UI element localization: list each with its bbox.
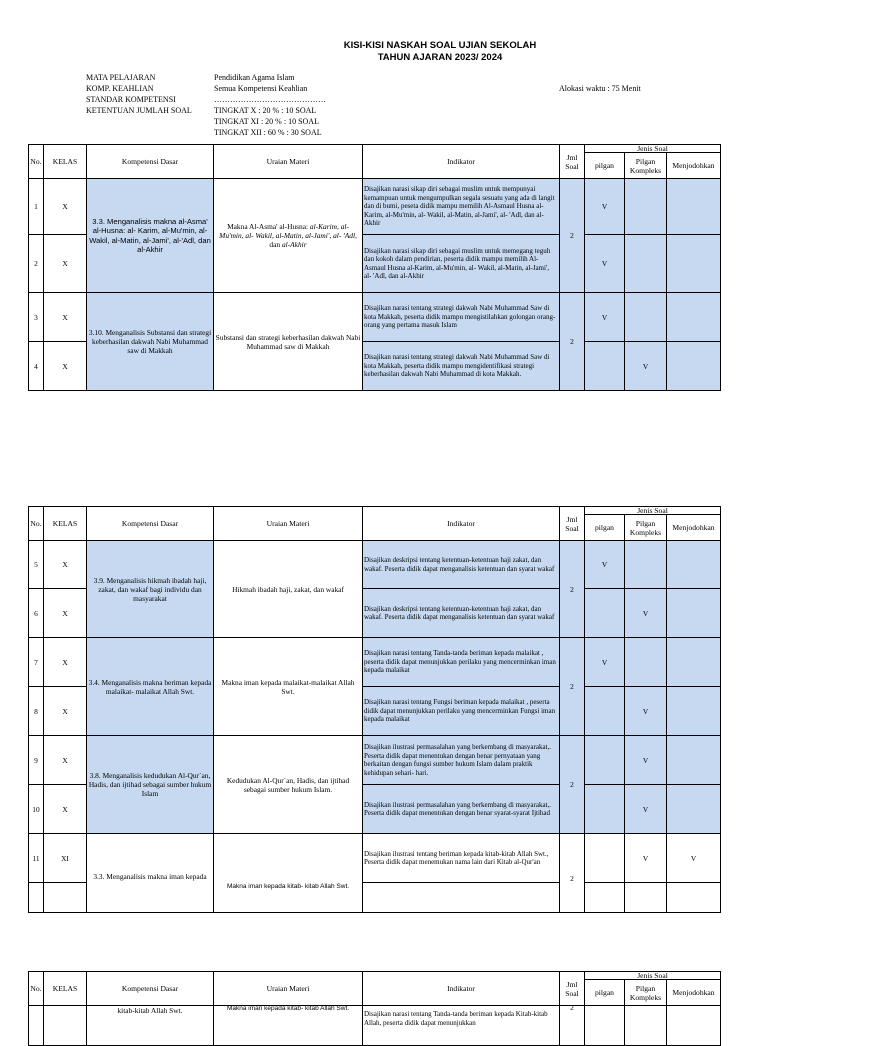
header-uraian-materi: Uraian Materi: [214, 145, 363, 179]
menjodohkan-cell: [667, 638, 721, 687]
menjodohkan-cell: [667, 785, 721, 834]
pilgan-kompleks-cell: [625, 638, 667, 687]
header-pilgan-kompleks: Pilgan Kompleks: [625, 153, 667, 179]
jml-soal-cell: 2: [560, 293, 585, 391]
meta-value: Pendidikan Agama Islam: [214, 73, 295, 82]
kisi-table-1: [28, 144, 721, 391]
header-pilgan-kompleks: Pilgan Kompleks: [625, 980, 667, 1006]
row-no: 1: [29, 179, 44, 235]
row-kelas: X: [44, 541, 87, 589]
row-no: 10: [29, 785, 44, 834]
header-jenis-soal: Jenis Soal: [585, 507, 721, 515]
meta-value: Semua Kompetensi Keahlian: [214, 84, 308, 93]
pilgan-cell: [585, 589, 625, 638]
row-kelas: X: [44, 638, 87, 687]
pilgan-kompleks-cell: V: [625, 834, 667, 883]
indikator-cell: Disajikan ilustrasi permasalahan yang berkembang di masyarakat,. Peserta didik dapat menentukan dengan benar syarat-syarat Ijtihad: [363, 785, 560, 834]
pilgan-cell: [585, 785, 625, 834]
meta-values: [214, 72, 326, 138]
row-kelas: X: [44, 785, 87, 834]
indikator-cell: Disajikan ilustrasi permasalahan yang berkembang di masyarakat,. Peserta didik dapat menentukan dengan benar pernyataan yang berkaitan dengan fungsi sumber hukum Islam dalam praktik kehidupan sehari- hari.: [363, 736, 560, 785]
row-kelas: X: [44, 293, 87, 342]
row-no: 6: [29, 589, 44, 638]
pilgan-kompleks-cell: V: [625, 736, 667, 785]
menjodohkan-cell: [667, 235, 721, 293]
materi-italic: al-Karim, al-Mu'min, al- Wakil, al-Matin, al-Jami', al- 'Adl,: [219, 222, 357, 240]
menjodohkan-cell: [667, 179, 721, 235]
header-no: No.: [29, 507, 44, 541]
kisi-table-2: [28, 506, 721, 913]
uraian-materi-cell: Substansi dan strategi keberhasilan dakwah Nabi Muhammad saw di Makkah: [214, 293, 363, 391]
jml-soal-cell: 2: [560, 834, 585, 913]
header-menjodohkan: Menjodohkan: [667, 980, 721, 1006]
header-menjodohkan: Menjodohkan: [667, 153, 721, 179]
jml-soal-cell: 2: [560, 638, 585, 736]
row-no: 5: [29, 541, 44, 589]
pilgan-cell: [585, 834, 625, 883]
row-kelas: X: [44, 687, 87, 736]
page-section-2: [0, 506, 768, 890]
jml-soal-cell: 2: [560, 179, 585, 293]
uraian-materi-cell: Makna iman kepada kitab- kitab Allah Swt.: [214, 1006, 363, 1046]
header-jml-soal: Jml Soal: [560, 145, 585, 179]
pilgan-kompleks-cell: [625, 293, 667, 342]
header-kelas: KELAS: [44, 507, 87, 541]
row-no: 7: [29, 638, 44, 687]
meta-value: TINGKAT XII : 60 % : 30 SOAL: [214, 128, 322, 137]
menjodohkan-cell: [667, 342, 721, 391]
pilgan-cell: V: [585, 179, 625, 235]
row-no: 4: [29, 342, 44, 391]
menjodohkan-cell: [667, 293, 721, 342]
meta-label: KETENTUAN JUMLAH SOAL: [86, 106, 192, 115]
indikator-cell: Disajikan deskripsi tentang ketentuan-ketentuan haji zakat, dan wakaf. Peserta didik dapat menganalisis ketentuan dan syarat wakaf: [363, 589, 560, 638]
header-pilgan-kompleks: Pilgan Kompleks: [625, 515, 667, 541]
jml-soal-cell: 2: [560, 1006, 585, 1046]
pilgan-kompleks-cell: [625, 235, 667, 293]
materi-text: dan: [269, 240, 282, 249]
kompetensi-dasar-cell: 3.8. Menganalisis kedudukan Al-Qur`an, Hadis, dan ijtihad sebagai sumber hukum Islam: [87, 736, 214, 834]
row-kelas: X: [44, 589, 87, 638]
meta-value: ……………………………………: [214, 95, 326, 104]
meta-value: TINGKAT X : 20 % : 10 SOAL: [214, 106, 317, 115]
indikator-cell: Disajikan narasi sikap diri sebagai muslim untuk mempunyai kemampuan untuk mengumpulkan segala sesuatu yang ada di langit dan di bumi, peseta didik mampu memilih Al-Asmaul Husna al-Karim, al-Mu'min, al- Wakil, al-Matin, al-Jami', al- 'Adl, dan al-Akhir: [363, 179, 560, 235]
indikator-cell: Disajikan narasi tentang strategi dakwah Nabi Muhammad Saw di kota Makkah, peserta didik mampu mengistilahkan golongan orang-orang yang pertama masuk Islam: [363, 293, 560, 342]
pilgan-cell: V: [585, 541, 625, 589]
uraian-materi-cell: Makna iman kepada malaikat-malaikat Allah Swt.: [214, 638, 363, 736]
indikator-cell: Disajikan narasi tentang Tanda-tanda beriman kepada Kitab-kitab Allah, peserta didik dapat menunjukkan: [363, 1006, 560, 1046]
jml-soal-cell: 2: [560, 736, 585, 834]
meta-label: MATA PELAJARAN: [86, 73, 156, 82]
row-kelas: XI: [44, 834, 87, 883]
header-jenis-soal: Jenis Soal: [585, 972, 721, 980]
indikator-cell: Disajikan deskripsi tentang ketentuan-ketentuan haji zakat, dan wakaf. Peserta didik dapat menganalisis ketentuan dan syarat wakaf: [363, 541, 560, 589]
table-row: [29, 1006, 721, 1046]
jml-soal-cell: 2: [560, 541, 585, 638]
indikator-cell: Disajikan narasi tentang Fungsi beriman kepada malaikat , peserta didik dapat menunjukkan perilaku yang mencerminkan Fungsi iman kepada malaikat: [363, 687, 560, 736]
row-kelas: X: [44, 235, 87, 293]
menjodohkan-cell: [667, 541, 721, 589]
indikator-cell: Disajikan narasi tentang strategi dakwah Nabi Muhammad Saw di kota Makkah, peserta didik mampu mengidentifikasi strategi keberhasilan dakwah Nabi Muhammad di kota Makkah.: [363, 342, 560, 391]
table-row: [29, 736, 721, 785]
menjodohkan-cell: [667, 687, 721, 736]
uraian-materi-cell: [214, 179, 363, 293]
header-uraian-materi: Uraian Materi: [214, 972, 363, 1006]
table-row: [29, 179, 721, 235]
uraian-materi-cell: Kedudukan Al-Qur`an, Hadis, dan ijtihad sebagai sumber hukum Islam.: [214, 736, 363, 834]
header-pilgan: pilgan: [585, 153, 625, 179]
row-kelas: X: [44, 342, 87, 391]
kisi-table-3: [28, 971, 721, 1046]
header-jml-soal: Jml Soal: [560, 507, 585, 541]
header-kompetensi-dasar: Kompetensi Dasar: [87, 145, 214, 179]
meta-value: TINGKAT XI : 20 % : 10 SOAL: [214, 117, 319, 126]
kompetensi-dasar-cell: 3.10. Menganalisis Substansi dan strategi keberhasilan dakwah Nabi Muhammad saw di Makkah: [87, 293, 214, 391]
kompetensi-dasar-cell: 3.3. Menganalisis makna iman kepada: [87, 834, 214, 913]
header-kelas: KELAS: [44, 972, 87, 1006]
row-kelas: X: [44, 179, 87, 235]
pilgan-cell: [585, 687, 625, 736]
menjodohkan-cell: V: [667, 834, 721, 883]
header-no: No.: [29, 972, 44, 1006]
kompetensi-dasar-cell: 3.3. Menganalisis makna al-Asma' al-Husna: al- Karim, al-Mu'min, al-Wakil, al-Matin, al-Jami', al-'Adl, dan al-Akhir: [87, 179, 214, 293]
header-pilgan: pilgan: [585, 980, 625, 1006]
pilgan-kompleks-cell: V: [625, 785, 667, 834]
document-subtitle: TAHUN AJARAN 2023/ 2024: [377, 52, 503, 63]
header-indikator: Indikator: [363, 972, 560, 1006]
pilgan-kompleks-cell: [625, 541, 667, 589]
table-row: [29, 638, 721, 687]
row-no: 3: [29, 293, 44, 342]
pilgan-kompleks-cell: [625, 179, 667, 235]
materi-text: Makna Al-Asma' al-Husna:: [227, 222, 310, 231]
menjodohkan-cell: [667, 589, 721, 638]
indikator-cell: Disajikan narasi sikap diri sebagai muslim untuk memegang teguh dan kokoh dalam pendirian, peserta didik mampu memilih Al-Asmaul Husna al-Karim, al-Mu'min, al- Wakil, al-Matin, al-Jami', al- 'Adl, dan al-Akhir: [363, 235, 560, 293]
kompetensi-dasar-cell: kitab-kitab Allah Swt.: [87, 1006, 214, 1046]
header-kelas: KELAS: [44, 145, 87, 179]
row-kelas: X: [44, 736, 87, 785]
header-kompetensi-dasar: Kompetensi Dasar: [87, 972, 214, 1006]
pilgan-cell: [585, 736, 625, 785]
pilgan-kompleks-cell: V: [625, 589, 667, 638]
header-pilgan: pilgan: [585, 515, 625, 541]
meta-label: KOMP. KEAHLIAN: [86, 84, 154, 93]
header-jml-soal: Jml Soal: [560, 972, 585, 1006]
header-no: No.: [29, 145, 44, 179]
alokasi-waktu: Alokasi waktu : 75 Menit: [559, 84, 641, 93]
uraian-materi-cell: Hikmah ibadah haji, zakat, dan wakaf: [214, 541, 363, 638]
row-no: 11: [29, 834, 44, 883]
page-section-3: [0, 971, 768, 1027]
header-jenis-soal: Jenis Soal: [585, 145, 721, 153]
pilgan-cell: [585, 342, 625, 391]
table-row: [29, 293, 721, 342]
kompetensi-dasar-cell: 3.9. Menganalisis hikmah ibadah haji, zakat, dan wakaf bagi individu dan masyarakat: [87, 541, 214, 638]
row-no: 2: [29, 235, 44, 293]
kompetensi-dasar-cell: 3.4. Menganalisis makna beriman kepada malaikat- malaikat Allah Swt.: [87, 638, 214, 736]
document-title: KISI-KISI NASKAH SOAL UJIAN SEKOLAH: [343, 40, 537, 51]
meta-label: STANDAR KOMPETENSI: [86, 95, 176, 104]
indikator-cell: Disajikan narasi tentang Tanda-tanda beriman kepada malaikat , peserta didik dapat menunjukkan perilaku yang mencerminkan iman kepada malaikat: [363, 638, 560, 687]
header-indikator: Indikator: [363, 145, 560, 179]
uraian-materi-cell: Makna iman kepada kitab- kitab Allah Swt.: [214, 834, 363, 913]
table-row: [29, 541, 721, 589]
meta-labels: [86, 72, 192, 116]
header-menjodohkan: Menjodohkan: [667, 515, 721, 541]
header-indikator: Indikator: [363, 507, 560, 541]
indikator-cell: Disajikan ilustrasi tentang beriman kepada kitab-kitab Allah Swt., Peserta didik dapat menemukan nama lain dari Kitab al-Qur'an: [363, 834, 560, 883]
pilgan-cell: V: [585, 638, 625, 687]
pilgan-cell: V: [585, 293, 625, 342]
row-no: 9: [29, 736, 44, 785]
pilgan-kompleks-cell: V: [625, 342, 667, 391]
header-uraian-materi: Uraian Materi: [214, 507, 363, 541]
pilgan-kompleks-cell: V: [625, 687, 667, 736]
menjodohkan-cell: [667, 736, 721, 785]
pilgan-cell: V: [585, 235, 625, 293]
row-no: 8: [29, 687, 44, 736]
header-kompetensi-dasar: Kompetensi Dasar: [87, 507, 214, 541]
table-row: [29, 834, 721, 883]
materi-italic: al-Akhir: [281, 240, 307, 249]
